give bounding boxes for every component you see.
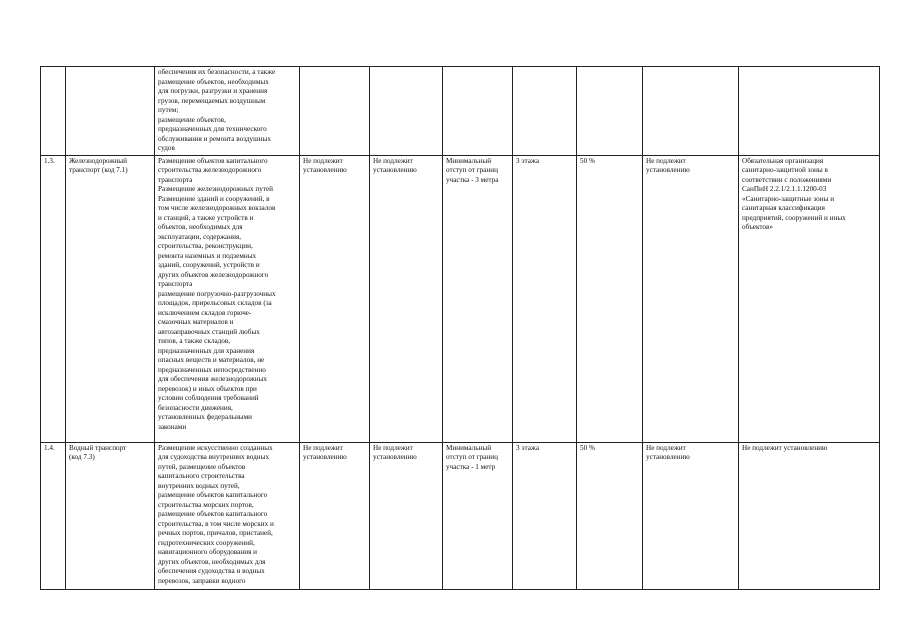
notes-cell	[739, 442, 880, 589]
param-value: Не подлежит установлению	[373, 156, 417, 174]
use-description-cell	[155, 67, 300, 156]
use-name-cell	[66, 442, 155, 589]
param-cell	[300, 442, 370, 589]
param-value: 50 %	[580, 443, 595, 452]
param-cell	[513, 442, 577, 589]
table-row	[41, 442, 880, 589]
row-number-cell	[41, 155, 66, 442]
row-number-cell	[41, 442, 66, 589]
param-cell	[300, 155, 370, 442]
param-value: Минимальный отступ от границ участка - 1 метр	[446, 443, 498, 471]
param-cell	[513, 155, 577, 442]
notes-value: Не подлежит установлению	[742, 443, 828, 452]
param-cell	[370, 67, 443, 156]
regulations-table	[40, 66, 880, 590]
use-name: Водный транспорт (код 7.3)	[69, 443, 127, 461]
param-cell	[370, 155, 443, 442]
use-description-cell	[155, 155, 300, 442]
use-description: Размещение объектов капитального строительства железнодорожного транспорта Размещение железнодорожных путей Размещение зданий и сооружений, в том числе железнодорожных вокзалов и станций, а также устройств и объектов, необходимых для эксплуатации, содержания, строительства, реконструкции, ремонта наземных и подземных зданий, сооружений, устройств и других объектов железнодорожного транспорта размещение погрузочно-разгрузочных площадок, прирельсовых складов (за исключением складов горюче- смазочных материалов и автозаправочных станций любых типов, а также складов, предназначенных для хранения опасных веществ и материалов, не предназначенных непосредственно для обеспечения железнодорожных перевозок) и иных объектов при условии соблюдения требований безопасности движения, установленных федеральными законами	[158, 156, 276, 431]
param-value: Не подлежит установлению	[303, 443, 347, 461]
use-name-cell	[66, 67, 155, 156]
param-cell	[300, 67, 370, 156]
table-row	[41, 155, 880, 442]
row-number: 1.3.	[44, 156, 55, 165]
param-value: Не подлежит установлению	[303, 156, 347, 174]
row-number: 1.4.	[44, 443, 55, 452]
param-cell	[443, 155, 513, 442]
param-cell	[370, 442, 443, 589]
notes-value: Обязательная организация санитарно-защитной зоны в соответствии с положениями СанПиН 2.2.1/2.1.1.1200-03 «Санитарно-защитные зоны и санитарная классификация предприятий, сооружений и иных объектов»	[742, 156, 846, 231]
row-number-cell	[41, 67, 66, 156]
notes-cell	[739, 155, 880, 442]
use-description: Размещение искусственно созданных для судоходства внутренних водных путей, размещение объектов капитального строительства внутренних водных путей, размещение объектов капитального строительства морских портов, размещение объектов капитального строительства, в том числе морских и речных портов, причалов, пристаней, гидротехнических сооружений, навигационного оборудования и других объектов, необходимых для обеспечения судоходства и водных перевозок, заправки водного	[158, 443, 274, 585]
param-value: Минимальный отступ от границ участка - 3 метра	[446, 156, 499, 184]
param-cell	[443, 67, 513, 156]
use-name-cell	[66, 155, 155, 442]
notes-cell	[739, 67, 880, 156]
use-description-cell	[155, 442, 300, 589]
param-value: 50 %	[580, 156, 595, 165]
param-cell	[577, 442, 643, 589]
param-cell	[577, 155, 643, 442]
param-cell	[643, 67, 739, 156]
param-value: Не подлежит установлению	[373, 443, 417, 461]
param-cell	[577, 67, 643, 156]
use-name: Железнодорожный транспорт (код 7.1)	[69, 156, 128, 174]
param-cell	[443, 442, 513, 589]
param-cell	[643, 155, 739, 442]
use-description: обеспечения их безопасности, а также размещение объектов, необходимых для погрузки, разгрузки и хранения грузов, перемещаемых воздушным путем; размещение объектов, предназначенных для технического обслуживания и ремонта воздушных судов	[158, 68, 276, 152]
param-value: Не подлежит установлению	[646, 443, 690, 461]
param-value: Не подлежит установлению	[646, 156, 690, 174]
table-row	[41, 67, 880, 156]
param-cell	[643, 442, 739, 589]
param-cell	[513, 67, 577, 156]
param-value: 3 этажа	[516, 156, 540, 165]
param-value: 3 этажа	[516, 443, 540, 452]
